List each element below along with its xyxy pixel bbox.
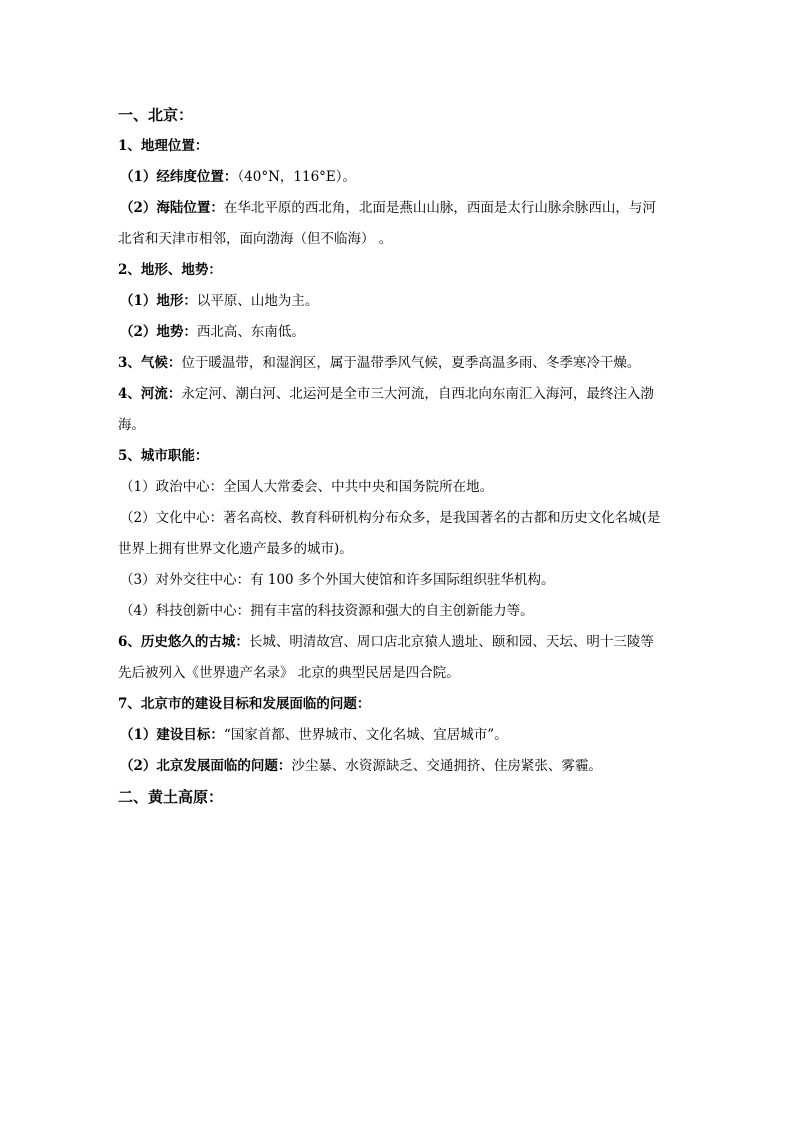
document-page xyxy=(118,100,678,813)
item-latlon xyxy=(118,162,678,193)
heading-terrain: 2、地形、地势： xyxy=(118,262,222,278)
item-ancient-city-cont: 先后被列入《世界遗产名录》 北京的典型民居是四合院。 xyxy=(118,665,460,681)
item-problems-text: 沙尘暴、水资源缺乏、交通拥挤、住房紧张、雾霾。 xyxy=(291,758,602,774)
item-climate-label: 3、气候： xyxy=(118,355,182,371)
section-heading-beijing: 一、北京： xyxy=(118,106,194,124)
item-cultural-center: （2）文化中心：著名高校、教育科研机构分布众多，是我国著名的古都和历史文化名城(是 xyxy=(120,510,661,526)
item-goal-text: “国家首都、世界城市、文化名城、宜居城市”。 xyxy=(223,727,508,743)
item-ancient-city-text: 长城、明清故宫、周口店北京猿人遗址、颐和园、天坛、明十三陵等 xyxy=(248,634,654,650)
item-climate-text: 位于暖温带，和湿润区，属于温带季风气候，夏季高温多雨、冬季寒冷干燥。 xyxy=(181,355,641,371)
item-rivers-text: 永定河、潮白河、北运河是全市三大河流，自西北向东南汇入海河，最终注入渤 xyxy=(181,386,654,402)
item-landform-text: 以平原、山地为主。 xyxy=(196,293,319,309)
item-tech-center: （4）科技创新中心：拥有丰富的科技资源和强大的自主创新能力等。 xyxy=(120,603,534,619)
item-elevation-text: 西北高、东南低。 xyxy=(196,324,305,340)
item-sea-land xyxy=(118,193,678,224)
item-goal-label: （1）建设目标： xyxy=(120,727,224,743)
heading-development: 7、北京市的建设目标和发展面临的问题： xyxy=(118,696,371,712)
item-climate xyxy=(118,348,678,379)
item-foreign-center: （3）对外交往中心：有 100 多个外国大使馆和许多国际组织驻华机构。 xyxy=(120,572,555,588)
item-rivers-cont: 海。 xyxy=(118,417,145,433)
item-ancient-city-label: 6、历史悠久的古城： xyxy=(118,634,249,650)
item-problems xyxy=(118,751,678,782)
item-rivers-label: 4、河流： xyxy=(118,386,182,402)
item-sea-land-cont: 北省和天津市相邻，面向渤海（但不临海） 。 xyxy=(118,231,393,247)
item-latlon-label: （1）经纬度位置： xyxy=(120,169,238,185)
item-sea-land-label: （2）海陆位置： xyxy=(120,200,224,216)
item-cultural-center-cont: 世界上拥有世界文化遗产最多的城市)。 xyxy=(118,541,353,557)
item-sea-land-text: 在华北平原的西北角，北面是燕山山脉，西面是太行山脉余脉西山，与河 xyxy=(223,200,656,216)
item-elevation xyxy=(118,317,678,348)
item-rivers xyxy=(118,379,678,410)
item-landform-label: （1）地形： xyxy=(120,293,197,309)
item-latlon-text: （40°N，116°E）。 xyxy=(237,169,357,185)
heading-city-function: 5、城市职能： xyxy=(118,448,209,464)
section-heading-loess-plateau: 二、黄土高原： xyxy=(118,788,224,806)
item-problems-label: （2）北京发展面临的问题： xyxy=(120,758,292,774)
item-elevation-label: （2）地势： xyxy=(120,324,197,340)
item-ancient-city xyxy=(118,627,678,658)
heading-location: 1、地理位置： xyxy=(118,138,209,154)
item-goal xyxy=(118,720,678,751)
item-landform xyxy=(118,286,678,317)
item-political-center: （1）政治中心：全国人大常委会、中共中央和国务院所在地。 xyxy=(120,479,494,495)
